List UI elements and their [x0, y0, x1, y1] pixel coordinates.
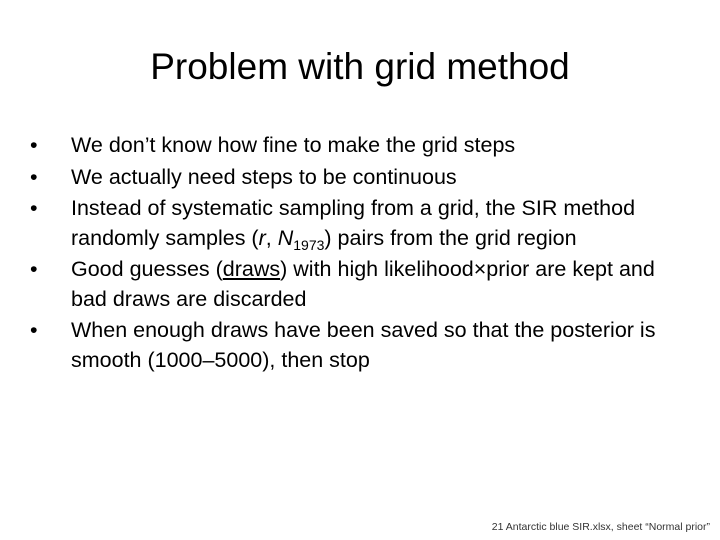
bullet-text-part: Good guesses ( — [71, 257, 223, 281]
bullet-item — [30, 163, 690, 193]
bullet-item — [30, 194, 690, 253]
bullet-text-part: ) with high likelihood×prior are kept and bad draws are discarded — [71, 257, 655, 311]
variable-r: r — [258, 225, 266, 250]
footer-source-note: 21 Antarctic blue SIR.xlsx, sheet “Normal prior” — [491, 521, 710, 533]
bullet-list — [30, 131, 690, 377]
underlined-draws: draws — [222, 257, 281, 281]
bullet-text-part: ) pairs from the grid region — [324, 225, 577, 250]
bullet-text: We actually need steps to be continuous — [71, 164, 457, 189]
bullet-dot: • — [30, 318, 38, 342]
bullet-dot: • — [30, 196, 38, 220]
bullet-item — [30, 255, 690, 314]
variable-n: N — [277, 225, 294, 250]
bullet-text: When enough draws have been saved so that the posterior is smooth (1000–5000), then stop — [71, 318, 656, 372]
bullet-dot: • — [30, 133, 38, 157]
bullet-item — [30, 316, 690, 375]
bullet-dot: • — [30, 257, 38, 281]
subscript-1973: 1973 — [293, 236, 325, 253]
bullet-text-part: , — [265, 225, 278, 250]
bullet-text — [71, 257, 655, 311]
bullet-text-part: Instead of systematic sampling from a grid, the SIR method randomly samples ( — [71, 196, 636, 250]
bullet-dot: • — [30, 164, 38, 189]
slide-title: Problem with grid method — [150, 46, 570, 87]
bullet-text: We don’t know how fine to make the grid steps — [71, 133, 516, 157]
bullet-item — [30, 131, 690, 161]
bullet-text — [71, 196, 636, 253]
